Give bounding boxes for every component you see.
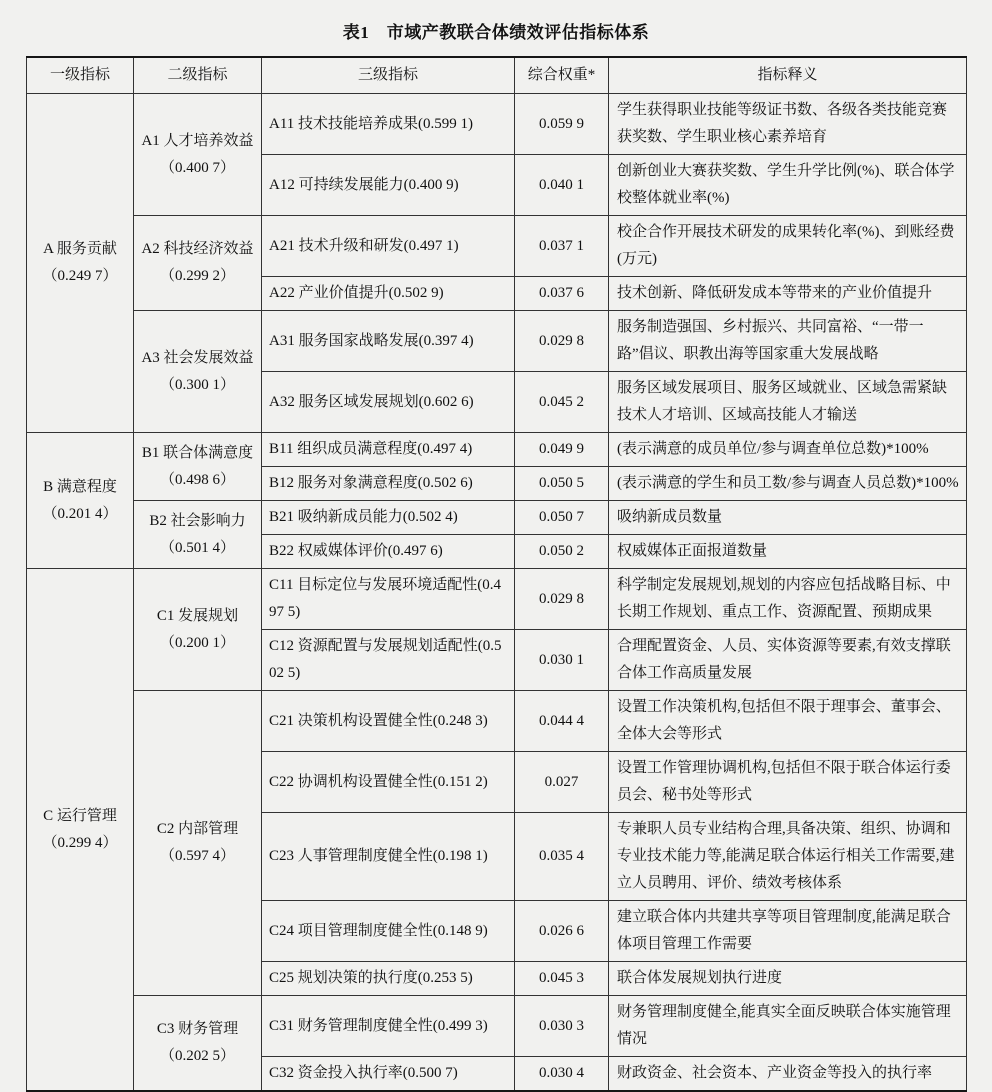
composite-weight-cell: 0.045 3: [515, 962, 609, 996]
level3-indicator-cell: B22 权威媒体评价(0.497 6): [262, 535, 515, 569]
table-row: [27, 996, 967, 1057]
composite-weight-cell: 0.030 4: [515, 1057, 609, 1092]
level2-indicator-cell-weight: （0.300 1）: [159, 376, 235, 393]
table-row: [27, 691, 967, 752]
composite-weight-cell: 0.040 1: [515, 155, 609, 216]
table-row: [27, 433, 967, 467]
composite-weight-cell: 0.026 6: [515, 901, 609, 962]
level1-indicator-cell-weight: （0.249 7）: [42, 268, 118, 284]
level2-indicator-cell-weight: （0.400 7）: [159, 159, 235, 176]
composite-weight-cell: 0.027: [515, 752, 609, 813]
level2-indicator-cell: [134, 691, 262, 996]
composite-weight-cell: 0.045 2: [515, 372, 609, 433]
col-header-weight: 综合权重*: [515, 57, 609, 94]
level1-indicator-cell: [27, 433, 134, 569]
level1-indicator-cell-weight: （0.299 4）: [42, 834, 118, 851]
indicator-meaning-cell: 设置工作管理协调机构,包括但不限于联合体运行委员会、秘书处等形式: [609, 752, 967, 813]
level2-indicator-cell: [134, 311, 262, 433]
level2-indicator-cell: [134, 569, 262, 691]
level2-indicator-cell-weight: （0.498 6）: [159, 471, 235, 488]
indicator-meaning-cell: 学生获得职业技能等级证书数、各级各类技能竞赛获奖数、学生职业核心素养培育: [609, 94, 967, 155]
composite-weight-cell: 0.044 4: [515, 691, 609, 752]
level2-indicator-cell-weight: （0.299 2）: [159, 268, 235, 284]
indicator-meaning-cell: 科学制定发展规划,规划的内容应包括战略目标、中长期工作规划、重点工作、资源配置、预期成果: [609, 569, 967, 630]
composite-weight-cell: 0.035 4: [515, 813, 609, 901]
level3-indicator-cell: A22 产业价值提升(0.502 9): [262, 277, 515, 311]
indicator-meaning-cell: 权威媒体正面报道数量: [609, 535, 967, 569]
table-row: [27, 311, 967, 372]
col-header-meaning: 指标释义: [609, 57, 967, 94]
level3-indicator-cell: C23 人事管理制度健全性(0.198 1): [262, 813, 515, 901]
level2-indicator-cell-label: C3 财务管理: [156, 1021, 239, 1037]
table-title: 表1 市域产教联合体绩效评估指标体系: [342, 23, 650, 42]
level3-indicator-cell: A11 技术技能培养成果(0.599 1): [262, 94, 515, 155]
col-header-level1: 一级指标: [27, 57, 134, 94]
level3-indicator-cell: C25 规划决策的执行度(0.253 5): [262, 962, 515, 996]
indicator-meaning-cell: 校企合作开展技术研发的成果转化率(%)、到账经费(万元): [609, 216, 967, 277]
level2-indicator-cell-label: C1 发展规划: [156, 607, 239, 624]
indicator-meaning-cell: 服务区域发展项目、服务区域就业、区域急需紧缺技术人才培训、区域高技能人才输送: [609, 372, 967, 433]
level1-indicator-cell-label: A 服务贡献: [43, 241, 117, 257]
level2-indicator-cell-label: A1 人才培养效益: [141, 132, 254, 149]
indicator-table: [26, 56, 967, 1092]
level3-indicator-cell: A21 技术升级和研发(0.497 1): [262, 216, 515, 277]
indicator-meaning-cell: 财政资金、社会资本、产业资金等投入的执行率: [609, 1057, 967, 1092]
col-header-level2: 二级指标: [134, 57, 262, 94]
level3-indicator-cell: C32 资金投入执行率(0.500 7): [262, 1057, 515, 1092]
level2-indicator-cell-label: A3 社会发展效益: [141, 349, 254, 366]
level2-indicator-cell: [134, 216, 262, 311]
table-row: [27, 216, 967, 277]
table-row: [27, 501, 967, 535]
level2-indicator-cell-label: A2 科技经济效益: [141, 241, 254, 257]
table-header-row: [27, 57, 967, 94]
indicator-meaning-cell: 合理配置资金、人员、实体资源等要素,有效支撑联合体工作高质量发展: [609, 630, 967, 691]
indicator-meaning-cell: 创新创业大赛获奖数、学生升学比例(%)、联合体学校整体就业率(%): [609, 155, 967, 216]
level3-indicator-cell: C21 决策机构设置健全性(0.248 3): [262, 691, 515, 752]
composite-weight-cell: 0.037 6: [515, 277, 609, 311]
level1-indicator-cell: [27, 569, 134, 1092]
level2-indicator-cell: [134, 94, 262, 216]
level2-indicator-cell-weight: （0.501 4）: [159, 539, 235, 556]
page: [26, 0, 966, 1092]
col-header-level3: 三级指标: [262, 57, 515, 94]
level1-indicator-cell-label: B 满意程度: [43, 478, 117, 495]
level3-indicator-cell: A31 服务国家战略发展(0.397 4): [262, 311, 515, 372]
level2-indicator-cell-weight: （0.200 1）: [159, 634, 235, 651]
level1-indicator-cell-label: C 运行管理: [43, 807, 117, 824]
level2-indicator-cell-label: B2 社会影响力: [149, 512, 246, 529]
composite-weight-cell: 0.050 2: [515, 535, 609, 569]
level3-indicator-cell: C12 资源配置与发展规划适配性(0.502 5): [262, 630, 515, 691]
indicator-meaning-cell: 联合体发展规划执行进度: [609, 962, 967, 996]
composite-weight-cell: 0.029 8: [515, 311, 609, 372]
indicator-meaning-cell: 服务制造强国、乡村振兴、共同富裕、“一带一路”倡议、职教出海等国家重大发展战略: [609, 311, 967, 372]
indicator-meaning-cell: 专兼职人员专业结构合理,具备决策、组织、协调和专业技术能力等,能满足联合体运行相关工作需要,建立人员聘用、评价、绩效考核体系: [609, 813, 967, 901]
level3-indicator-cell: C24 项目管理制度健全性(0.148 9): [262, 901, 515, 962]
indicator-meaning-cell: 财务管理制度健全,能真实全面反映联合体实施管理情况: [609, 996, 967, 1057]
level2-indicator-cell: [134, 501, 262, 569]
level2-indicator-cell-weight: （0.597 4）: [159, 848, 235, 864]
level3-indicator-cell: B11 组织成员满意程度(0.497 4): [262, 433, 515, 467]
composite-weight-cell: 0.030 1: [515, 630, 609, 691]
composite-weight-cell: 0.030 3: [515, 996, 609, 1057]
level3-indicator-cell: B12 服务对象满意程度(0.502 6): [262, 467, 515, 501]
level1-indicator-cell-weight: （0.201 4）: [42, 505, 118, 522]
level2-indicator-cell-weight: （0.202 5）: [159, 1048, 235, 1064]
indicator-meaning-cell: 技术创新、降低研发成本等带来的产业价值提升: [609, 277, 967, 311]
table-row: [27, 94, 967, 155]
level2-indicator-cell-label: C2 内部管理: [156, 821, 239, 837]
level3-indicator-cell: A32 服务区域发展规划(0.602 6): [262, 372, 515, 433]
indicator-meaning-cell: (表示满意的学生和员工数/参与调查人员总数)*100%: [609, 467, 967, 501]
level3-indicator-cell: C22 协调机构设置健全性(0.151 2): [262, 752, 515, 813]
level3-indicator-cell: B21 吸纳新成员能力(0.502 4): [262, 501, 515, 535]
composite-weight-cell: 0.037 1: [515, 216, 609, 277]
level3-indicator-cell: C31 财务管理制度健全性(0.499 3): [262, 996, 515, 1057]
composite-weight-cell: 0.029 8: [515, 569, 609, 630]
composite-weight-cell: 0.059 9: [515, 94, 609, 155]
level2-indicator-cell: [134, 996, 262, 1092]
level2-indicator-cell: [134, 433, 262, 501]
level3-indicator-cell: C11 目标定位与发展环境适配性(0.497 5): [262, 569, 515, 630]
indicator-meaning-cell: 设置工作决策机构,包括但不限于理事会、董事会、全体大会等形式: [609, 691, 967, 752]
table-row: [27, 569, 967, 630]
composite-weight-cell: 0.049 9: [515, 433, 609, 467]
indicator-meaning-cell: (表示满意的成员单位/参与调查单位总数)*100%: [609, 433, 967, 467]
level3-indicator-cell: A12 可持续发展能力(0.400 9): [262, 155, 515, 216]
level1-indicator-cell: [27, 94, 134, 433]
composite-weight-cell: 0.050 5: [515, 467, 609, 501]
indicator-meaning-cell: 吸纳新成员数量: [609, 501, 967, 535]
level2-indicator-cell-label: B1 联合体满意度: [141, 444, 254, 461]
indicator-meaning-cell: 建立联合体内共建共享等项目管理制度,能满足联合体项目管理工作需要: [609, 901, 967, 962]
composite-weight-cell: 0.050 7: [515, 501, 609, 535]
